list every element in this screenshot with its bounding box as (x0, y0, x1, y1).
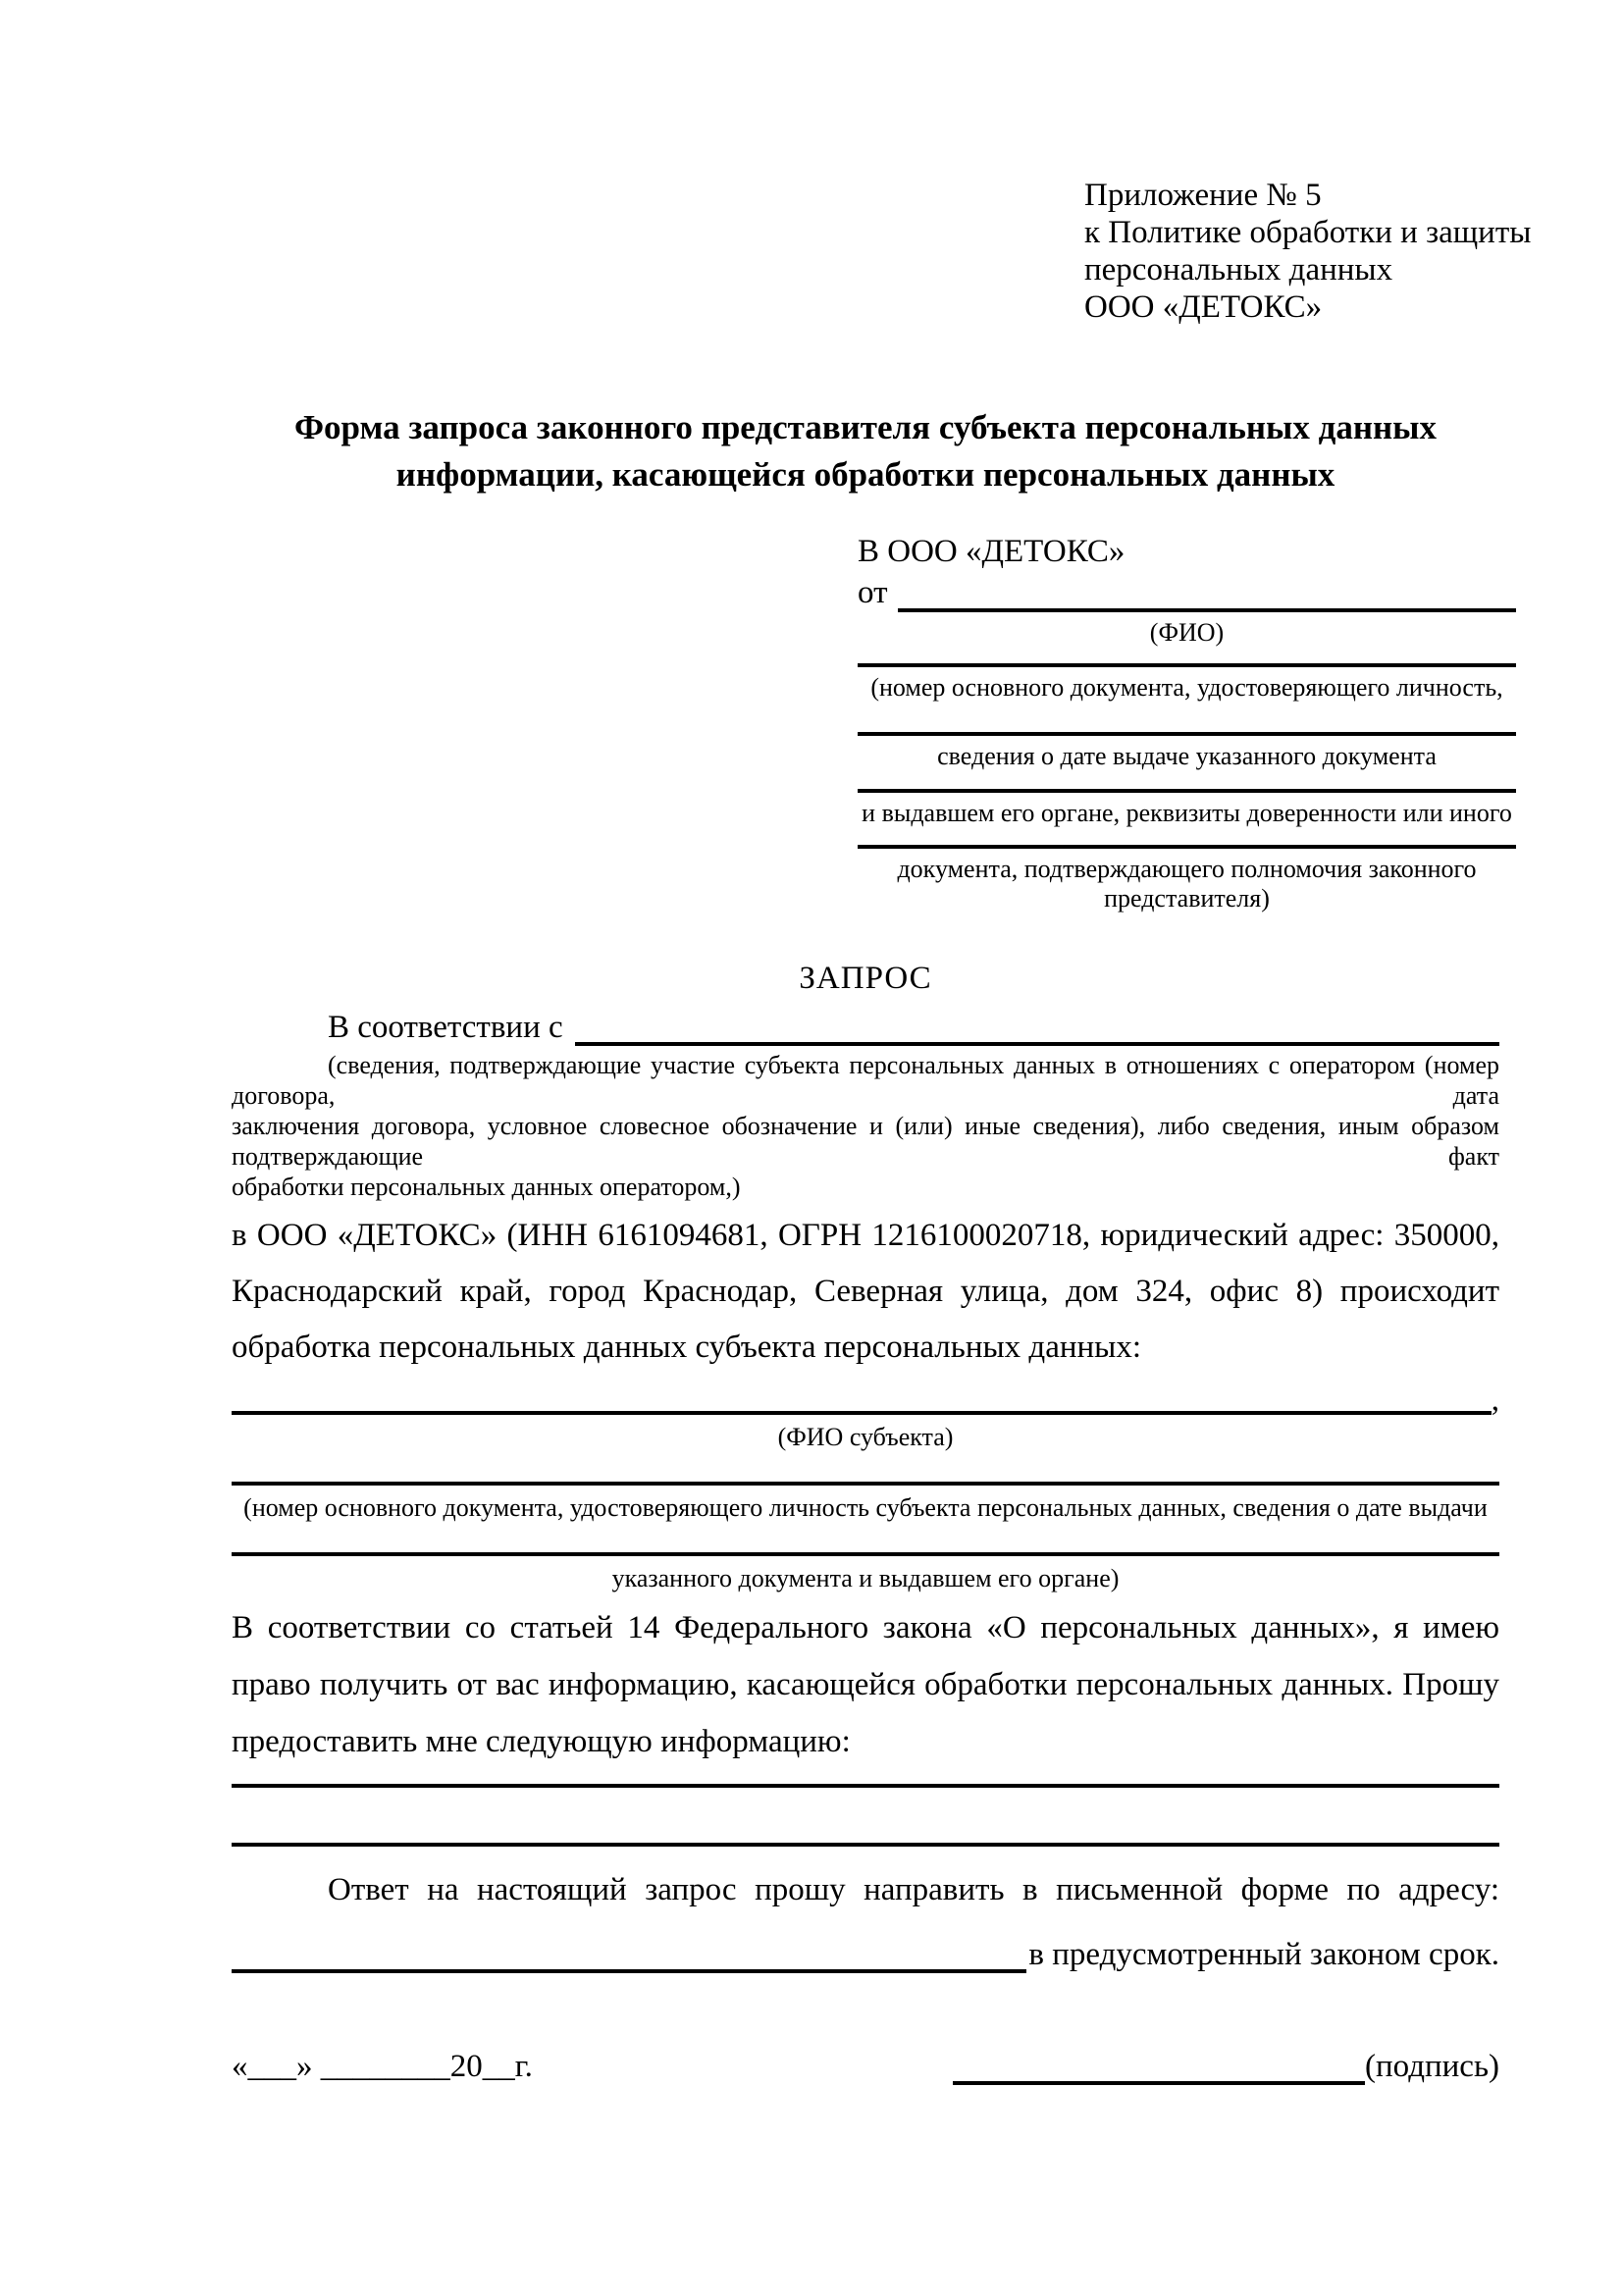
answer-address-row (232, 1918, 1499, 1973)
operator-paragraph (232, 1208, 1499, 1376)
signature-caption: (подпись) (1365, 2049, 1499, 2084)
form-title-line2: информации, касающейся обработки персональных данных (395, 455, 1335, 494)
operator-paragraph-line2: Краснодарский край, город Краснодар, Северная улица, дом 324, офис 8) происходит (232, 1274, 1499, 1309)
form-title (232, 404, 1499, 498)
fine-print-line1: (сведения, подтверждающие участие субъекта персональных данных в отношениях с оператором (номер договора, дата (232, 1051, 1499, 1110)
id-doc-blank-line-2 (858, 732, 1516, 736)
from-label: от (858, 575, 888, 610)
fio-caption: (ФИО) (1149, 618, 1225, 647)
id-doc-blank-line-4 (858, 845, 1516, 849)
trailing-comma: , (1491, 1383, 1499, 1418)
subject-fio-blank-row (232, 1380, 1499, 1418)
policy-reference-line1: к Политике обработки и защиты (1084, 215, 1532, 250)
signature-blank-line (953, 2048, 1365, 2085)
subject-doc-blank-line-2 (232, 1552, 1499, 1556)
appendix-number: Приложение № 5 (1084, 178, 1322, 213)
addressee-to: В ООО «ДЕТОКС» (858, 534, 1126, 569)
subject-doc-caption-1: (номер основного документа, удостоверяющего личность субъекта персональных данных, сведения о дате выдачи (243, 1493, 1488, 1522)
from-row (858, 571, 1516, 612)
company-name: ООО «ДЕТОКС» (1084, 289, 1323, 325)
id-doc-caption-1: (номер основного документа, удостоверяющего личность, (870, 673, 1503, 702)
form-title-line1: Форма запроса законного представителя субъекта персональных данных (294, 408, 1437, 446)
id-doc-caption-2: сведения о дате выдаче указанного документа (937, 742, 1437, 770)
law-paragraph-line1: В соответствии со статьей 14 Федерального закона «О персональных данных», я имею (232, 1610, 1499, 1645)
id-doc-caption-4: документа, подтверждающего полномочия законного представителя) (897, 855, 1477, 913)
footer-row (232, 2048, 1499, 2085)
operator-paragraph-line3: обработка персональных данных субъекта персональных данных: (232, 1330, 1141, 1365)
appendix-header (1084, 177, 1532, 326)
answer-paragraph-tail: в предусмотренный законом срок. (1028, 1937, 1499, 1972)
date-blank-line: «___» ________20__г. (232, 2049, 533, 2084)
id-doc-caption-3: и выдавшем его органе, реквизиты доверенности или иного (862, 799, 1512, 827)
subject-fio-caption: (ФИО субъекта) (777, 1423, 954, 1451)
intro-row (232, 1005, 1499, 1046)
law-paragraph (232, 1599, 1499, 1770)
id-doc-blank-line-3 (858, 789, 1516, 793)
info-blank-line-1 (232, 1784, 1499, 1788)
from-blank-line (898, 575, 1517, 612)
answer-address-blank-line (232, 1930, 1026, 1973)
addressee-block (858, 532, 1516, 913)
answer-paragraph-line1: Ответ на настоящий запрос прошу направить в письменной форме по адресу: (328, 1872, 1499, 1907)
subject-doc-caption-2: указанного документа и выдавшем его органе) (611, 1564, 1120, 1592)
policy-reference-line2: персональных данных (1084, 252, 1393, 287)
info-blank-line-2 (232, 1843, 1499, 1847)
operator-paragraph-line1: в ООО «ДЕТОКС» (ИНН 6161094681, ОГРН 1216100020718, юридический адрес: 350000, (232, 1218, 1499, 1253)
subject-fio-blank-line (232, 1382, 1492, 1415)
fine-print-line3: обработки персональных данных оператором,) (232, 1173, 741, 1201)
signature-block (953, 2048, 1499, 2085)
law-paragraph-line2: право получить от вас информацию, касающейся обработки персональных данных. Прошу (232, 1667, 1499, 1702)
fine-print (232, 1050, 1499, 1202)
request-heading: ЗАПРОС (799, 961, 932, 996)
law-paragraph-line3: предоставить мне следующую информацию: (232, 1724, 851, 1759)
id-doc-blank-line-1 (858, 663, 1516, 667)
subject-doc-blank-line-1 (232, 1482, 1499, 1486)
intro-prefix: В соответствии с (328, 1010, 563, 1045)
intro-blank-line (575, 1009, 1499, 1046)
fine-print-line2: заключения договора, условное словесное обозначение и (или) иные сведения), либо сведения, иным образом подтверждающие факт (232, 1112, 1499, 1171)
